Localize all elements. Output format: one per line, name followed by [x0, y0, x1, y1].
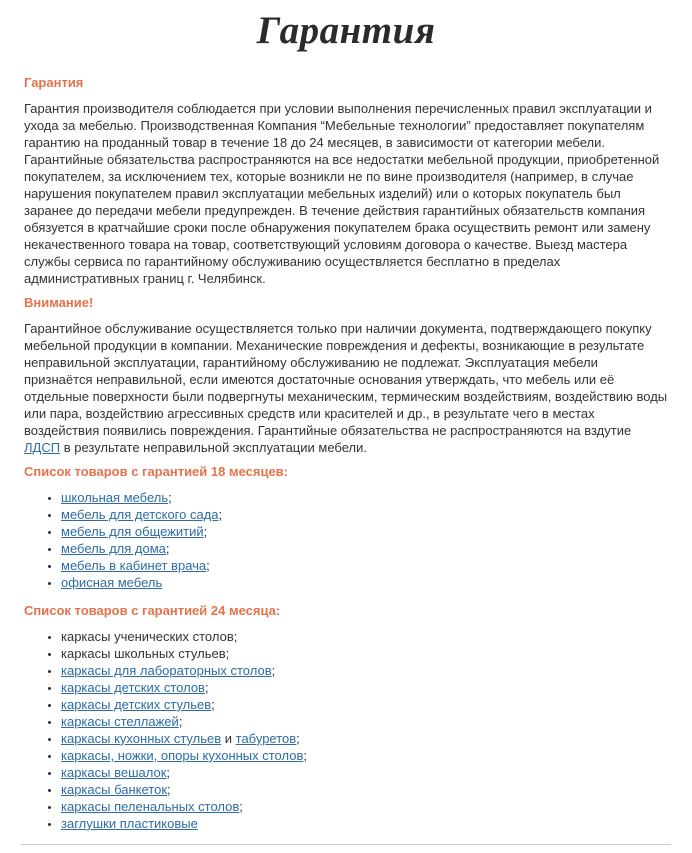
link-school-furniture[interactable]: школьная мебель [61, 489, 169, 505]
list-item-suffix: ; [167, 781, 171, 797]
section-heading-list-18-months: Список товаров с гарантией 18 месяцев: [24, 463, 288, 479]
link-kitchen-chair-frames[interactable]: каркасы кухонных стульев [61, 730, 222, 746]
list-item [61, 523, 668, 540]
list-item [61, 747, 668, 764]
link-dormitory-furniture[interactable]: мебель для общежитий [61, 523, 204, 539]
list-item-suffix: ; [218, 506, 223, 522]
list-item [61, 574, 668, 591]
link-kitchen-table-frames-legs-supports[interactable]: каркасы, ножки, опоры кухонных столов [61, 747, 304, 763]
list-item-suffix: ; [204, 679, 209, 695]
list-item-suffix: ; [165, 540, 170, 556]
link-children-chair-frames[interactable]: каркасы детских стульев [61, 696, 212, 712]
list-item-text: каркасы школьных стульев; [61, 645, 230, 661]
link-children-table-frames[interactable]: каркасы детских столов [61, 679, 205, 695]
list-item-suffix: ; [239, 798, 243, 814]
list-item [61, 781, 668, 798]
list-item-text: каркасы ученических столов; [61, 628, 238, 644]
list-item [61, 730, 668, 747]
link-banquette-frames[interactable]: каркасы банкеток [61, 781, 168, 797]
list-item [61, 540, 668, 557]
link-stool-frames[interactable]: табуретов [235, 730, 297, 746]
link-lab-table-frames[interactable]: каркасы для лабораторных столов [61, 662, 272, 678]
link-plastic-plugs[interactable]: заглушки пластиковые [61, 815, 198, 831]
link-doctor-office-furniture[interactable]: мебель в кабинет врача [61, 557, 207, 573]
link-shelving-frames[interactable]: каркасы стеллажей [61, 713, 179, 729]
list-item-suffix: ; [178, 713, 183, 729]
list-item-suffix: ; [303, 747, 307, 763]
list-item [61, 628, 668, 645]
section-heading-list-24-months: Список товаров с гарантией 24 месяца: [24, 602, 281, 618]
page-title: Гарантия [256, 9, 436, 52]
list-item [61, 557, 668, 574]
list-item [61, 713, 668, 730]
list-item-suffix: ; [271, 662, 276, 678]
section-heading-attention: Внимание! [24, 294, 94, 310]
link-hanger-frames[interactable]: каркасы вешалок [61, 764, 167, 780]
list-item-suffix: ; [166, 764, 171, 780]
list-item [61, 679, 668, 696]
warranty-18-months-list [24, 489, 668, 591]
link-home-furniture[interactable]: мебель для дома [61, 540, 166, 556]
list-item [61, 645, 668, 662]
list-item-connector: и [221, 730, 236, 746]
list-item [61, 764, 668, 781]
list-item [61, 696, 668, 713]
list-item [61, 489, 668, 506]
list-item-suffix: ; [296, 730, 300, 746]
attention-text-after: в результате неправильной эксплуатации мебели. [60, 439, 367, 455]
attention-text-before: Гарантийное обслуживание осуществляется только при наличии документа, подтверждающего покупку мебельной продукции в компании. Механические повреждения и дефекты, возникающие в результате неправильной эксплуатации, гарантийному обслуживанию не подлежат. Эксплуатация мебели признаётся неправильной, если имеются достаточные основания утверждать, что мебель или её отдельные поверхности были подвергнуты механическим, термическим воздействиям, воздействию воды или пара, воздействию агрессивных средств или красителей и др., в результате чего в местах воздействия появились повреждения. Гарантийные обязательства не распространяются на вздутие [24, 320, 668, 438]
ldsp-link[interactable]: ЛДСП [24, 439, 61, 455]
list-item [61, 798, 668, 815]
list-item-suffix: ; [168, 489, 172, 505]
section-heading-warranty: Гарантия [24, 74, 84, 90]
link-office-furniture[interactable]: офисная мебель [61, 574, 163, 590]
list-item-suffix: ; [211, 696, 215, 712]
warranty-paragraph: Гарантия производителя соблюдается при условии выполнения перечисленных правил эксплуатации и ухода за мебелью. Производственная Компания “Мебельные технологии” предоставляет покупателям гарантию на проданный товар в течение 18 до 24 месяцев, в зависимости от категории мебели. Гарантийные обязательства распространяются на все недостатки мебельной продукции, приобретенной покупателем, за исключением тех, которые возникли не по вине производителя (например, в случае нарушения покупателем правил эксплуатации мебельных изделий) или о которых покупатель был заранее до передачи мебели предупрежден. В течение действия гарантийных обязательств компания обязуется в кратчайшие сроки после обнаружения покупателем брака осуществить ремонт или замену некачественного товара на товар, соответствующий условиям договора о качестве. Выезд мастера службы сервиса по гарантийному обслуживанию осуществляется бесплатно в пределах административных границ г. Челябинск. [24, 100, 660, 286]
list-item [61, 506, 668, 523]
attention-paragraph [24, 320, 668, 456]
footer-divider [21, 844, 671, 845]
link-kindergarten-furniture[interactable]: мебель для детского сада [61, 506, 219, 522]
list-item-suffix: ; [206, 557, 210, 573]
warranty-24-months-list [24, 628, 668, 832]
list-item-suffix: ; [203, 523, 208, 539]
list-item [61, 662, 668, 679]
link-changing-table-frames[interactable]: каркасы пеленальных столов [61, 798, 240, 814]
list-item [61, 815, 668, 832]
